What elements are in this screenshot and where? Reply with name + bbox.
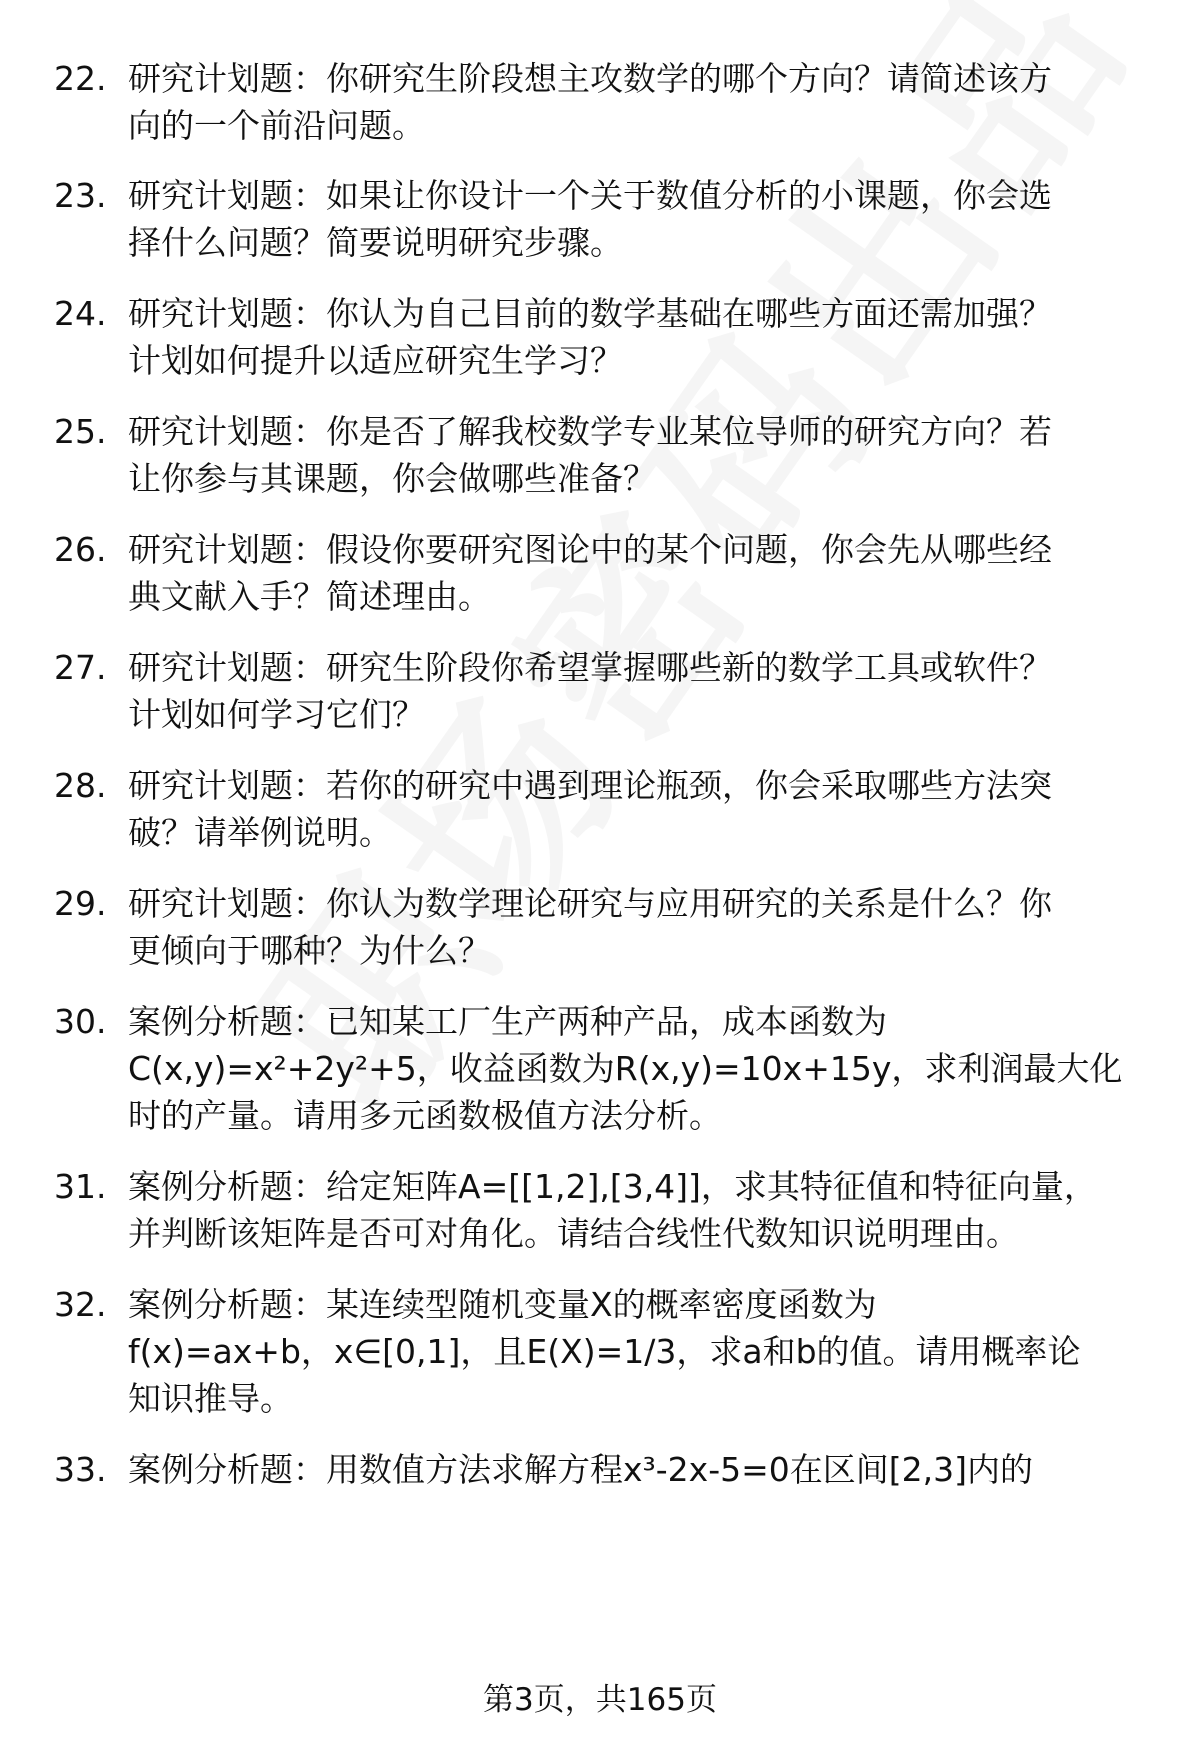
page-footer (0, 1680, 1200, 1720)
question-line: 向的一个前沿问题。 (128, 106, 425, 145)
question-line: 择什么问题？简要说明研究步骤。 (128, 223, 623, 262)
question-text (128, 408, 1144, 502)
question-text (128, 1163, 1144, 1257)
question-text (128, 526, 1144, 620)
question-line: 研究计划题：若你的研究中遇到理论瓶颈，你会采取哪些方法突 (128, 766, 1052, 805)
question-line: f(x)=ax+b，x∈[0,1]，且E(X)=1/3，求a和b的值。请用概率论 (128, 1332, 1081, 1371)
question-text (128, 290, 1144, 384)
question-number: 33. (54, 1450, 107, 1489)
question-line: 案例分析题：给定矩阵A=[[1,2],[3,4]]，求其特征值和特征向量， (128, 1167, 1097, 1206)
question-line: 知识推导。 (128, 1379, 293, 1418)
question-line: 更倾向于哪种？为什么？ (128, 931, 491, 970)
question-line: 研究计划题：如果让你设计一个关于数值分析的小课题，你会选 (128, 176, 1052, 215)
question-line: 破？请举例说明。 (128, 813, 392, 852)
question-number: 28. (54, 766, 107, 805)
question-number: 32. (54, 1285, 107, 1324)
question-text (128, 998, 1144, 1139)
question-number: 27. (54, 648, 107, 687)
question-number: 30. (54, 1002, 107, 1041)
question-text (128, 880, 1144, 974)
question-line: 典文献入手？简述理由。 (128, 577, 491, 616)
question-line: 研究计划题：你认为自己目前的数学基础在哪些方面还需加强？ (128, 294, 1052, 333)
question-line: 研究计划题：研究生阶段你希望掌握哪些新的数学工具或软件？ (128, 648, 1052, 687)
question-text (128, 172, 1144, 266)
question-number: 25. (54, 412, 107, 451)
question-line: 案例分析题：已知某工厂生产两种产品，成本函数为 (128, 1002, 887, 1041)
question-line: 并判断该矩阵是否可对角化。请结合线性代数知识说明理由。 (128, 1214, 1019, 1253)
question-line: 研究计划题：假设你要研究图论中的某个问题，你会先从哪些经 (128, 530, 1052, 569)
question-line: 研究计划题：你是否了解我校数学专业某位导师的研究方向？若 (128, 412, 1052, 451)
question-text (128, 1446, 1144, 1493)
question-line: 计划如何提升以适应研究生学习？ (128, 341, 623, 380)
page-number-label: 第3页，共165页 (483, 1682, 717, 1718)
question-line: 案例分析题：某连续型随机变量X的概率密度函数为 (128, 1285, 877, 1324)
question-number: 26. (54, 530, 107, 569)
question-line: 案例分析题：用数值方法求解方程x³-2x-5=0在区间[2,3]内的 (128, 1450, 1033, 1489)
question-line: 计划如何学习它们？ (128, 695, 425, 734)
question-line: 让你参与其课题，你会做哪些准备？ (128, 459, 656, 498)
question-line: C(x,y)=x²+2y²+5，收益函数为R(x,y)=10x+15y，求利润最大化 (128, 1049, 1123, 1088)
question-text (128, 644, 1144, 738)
question-text (128, 55, 1144, 149)
question-text (128, 762, 1144, 856)
question-line: 研究计划题：你研究生阶段想主攻数学的哪个方向？请简述该方 (128, 59, 1052, 98)
question-text (128, 1281, 1144, 1422)
question-line: 时的产量。请用多元函数极值方法分析。 (128, 1096, 722, 1135)
question-number: 29. (54, 884, 107, 923)
question-number: 24. (54, 294, 107, 333)
question-line: 研究计划题：你认为数学理论研究与应用研究的关系是什么？你 (128, 884, 1052, 923)
question-number: 23. (54, 176, 107, 215)
question-number: 31. (54, 1167, 107, 1206)
question-number: 22. (54, 59, 107, 98)
